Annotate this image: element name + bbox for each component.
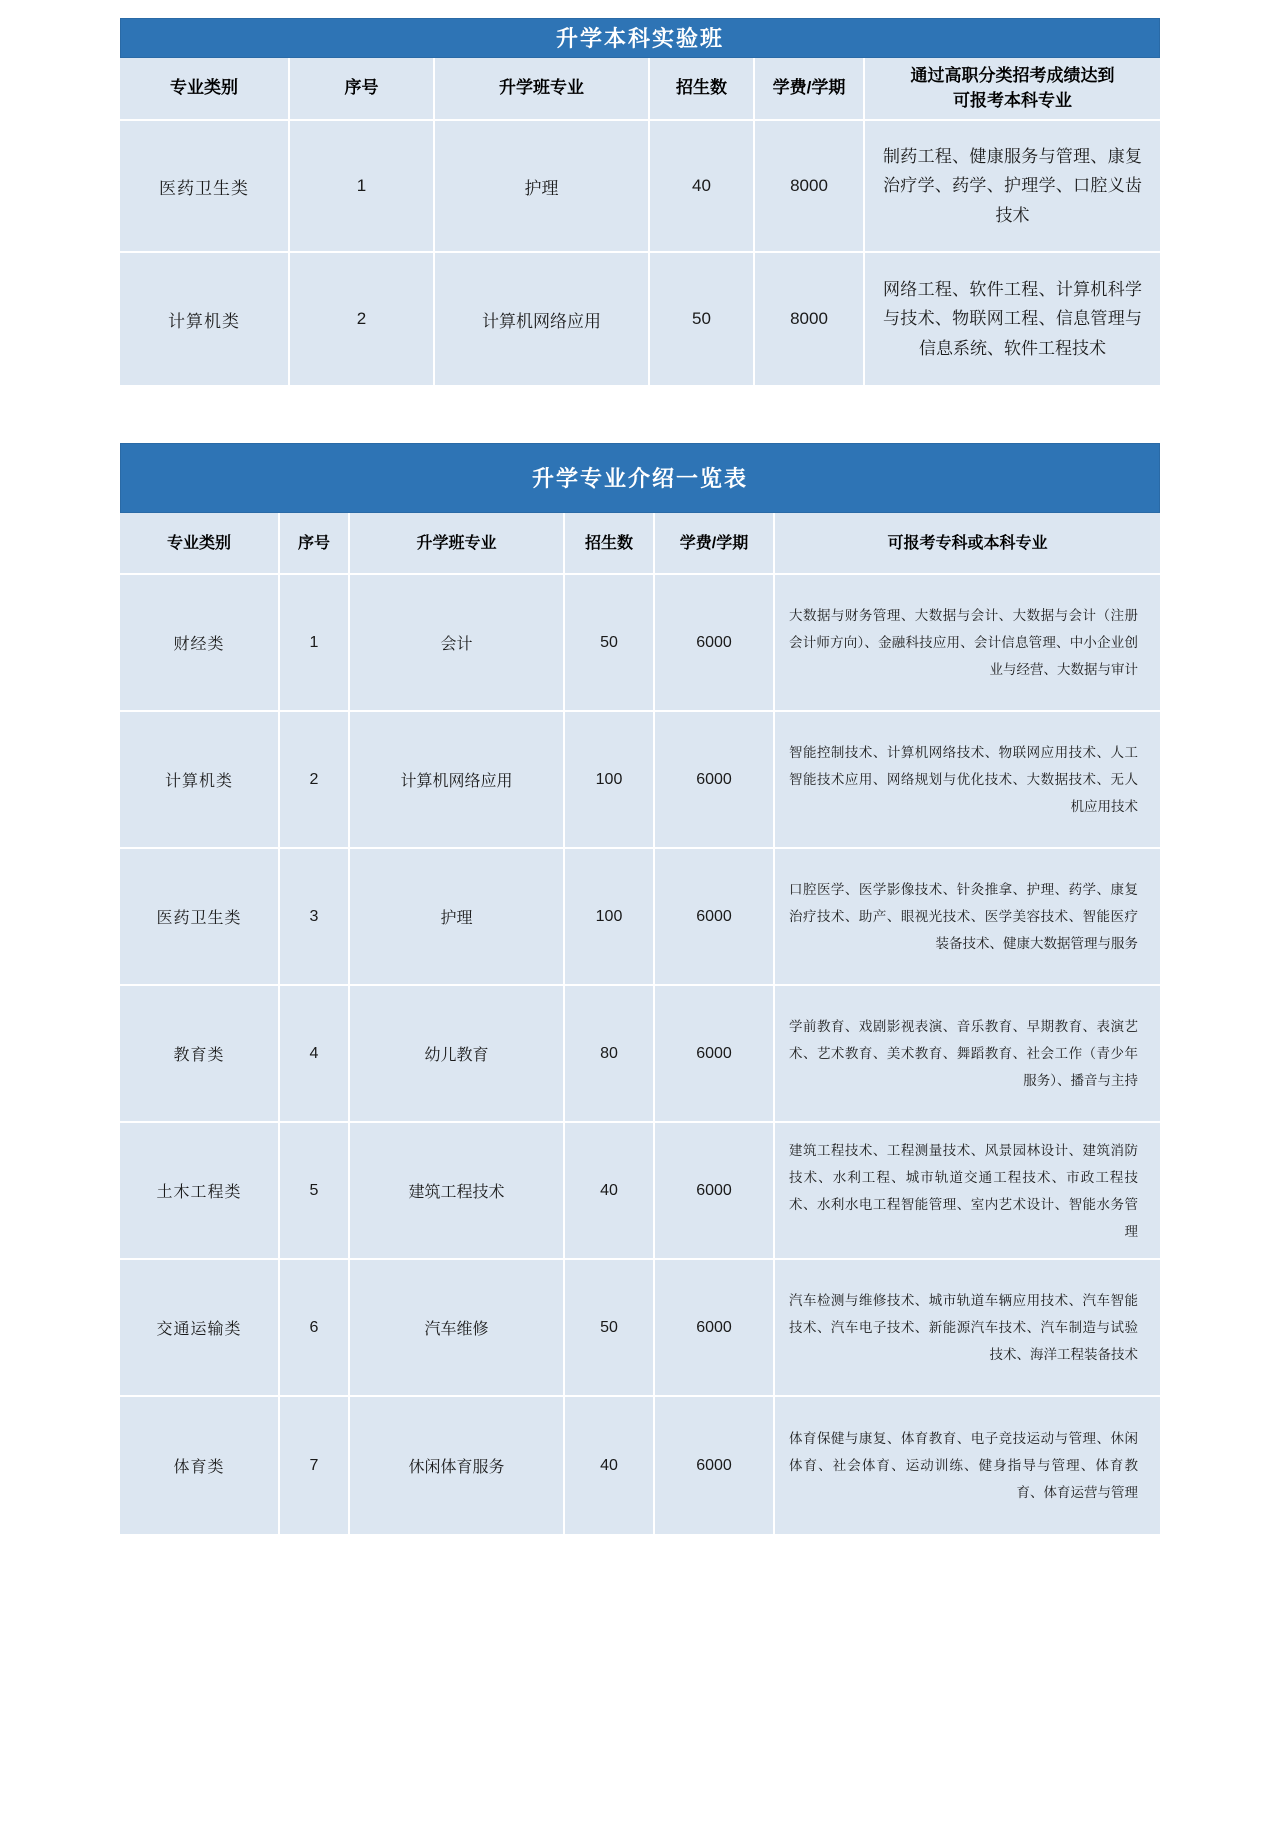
table-row (120, 712, 1160, 849)
table-row (120, 121, 1160, 253)
table1 (120, 58, 1160, 385)
cell-tuition: 6000 (655, 1123, 775, 1260)
cell-tuition: 8000 (755, 253, 865, 385)
cell-category: 土木工程类 (120, 1123, 280, 1260)
cell-no: 2 (280, 712, 350, 849)
table-row (120, 986, 1160, 1123)
cell-major: 汽车维修 (350, 1260, 565, 1397)
cell-category: 计算机类 (120, 253, 290, 385)
cell-quota: 40 (565, 1123, 655, 1260)
table-row (120, 1397, 1160, 1534)
cell-category: 医药卫生类 (120, 849, 280, 986)
table2 (120, 513, 1160, 1534)
table1-col-quota: 招生数 (650, 58, 755, 121)
cell-no: 3 (280, 849, 350, 986)
cell-quota: 40 (650, 121, 755, 253)
cell-no: 5 (280, 1123, 350, 1260)
cell-category: 体育类 (120, 1397, 280, 1534)
table-row (120, 849, 1160, 986)
cell-tuition: 8000 (755, 121, 865, 253)
bottom-spacer (0, 1534, 1280, 1548)
cell-no: 2 (290, 253, 435, 385)
cell-category: 交通运输类 (120, 1260, 280, 1397)
cell-quota: 50 (565, 575, 655, 712)
cell-quota: 50 (565, 1260, 655, 1397)
table-row (120, 1260, 1160, 1397)
cell-tuition: 6000 (655, 575, 775, 712)
table1-col-tuition: 学费/学期 (755, 58, 865, 121)
cell-quota: 50 (650, 253, 755, 385)
table-row (120, 253, 1160, 385)
cell-eligible-majors: 口腔医学、医学影像技术、针灸推拿、护理、药学、康复治疗技术、助产、眼视光技术、医学美容技术、智能医疗装备技术、健康大数据管理与服务 (775, 849, 1160, 986)
cell-category: 财经类 (120, 575, 280, 712)
table-block-undergraduate-experimental-class (120, 0, 1160, 385)
cell-quota: 40 (565, 1397, 655, 1534)
table1-col-eligible-majors (865, 58, 1160, 121)
cell-eligible-majors: 汽车检测与维修技术、城市轨道车辆应用技术、汽车智能技术、汽车电子技术、新能源汽车技术、汽车制造与试验技术、海洋工程装备技术 (775, 1260, 1160, 1397)
cell-quota: 80 (565, 986, 655, 1123)
cell-no: 1 (280, 575, 350, 712)
table-row (120, 1123, 1160, 1260)
table2-col-category: 专业类别 (120, 513, 280, 575)
table-block-major-introduction-list (120, 385, 1160, 1534)
table2-title: 升学专业介绍一览表 (120, 443, 1160, 513)
cell-no: 1 (290, 121, 435, 253)
cell-eligible-majors: 制药工程、健康服务与管理、康复治疗学、药学、护理学、口腔义齿技术 (865, 121, 1160, 253)
cell-major: 护理 (435, 121, 650, 253)
cell-tuition: 6000 (655, 1397, 775, 1534)
cell-major: 护理 (350, 849, 565, 986)
table1-header-row (120, 58, 1160, 121)
cell-category: 医药卫生类 (120, 121, 290, 253)
cell-eligible-majors: 智能控制技术、计算机网络技术、物联网应用技术、人工智能技术应用、网络规划与优化技术、大数据技术、无人机应用技术 (775, 712, 1160, 849)
cell-no: 4 (280, 986, 350, 1123)
cell-quota: 100 (565, 849, 655, 986)
cell-no: 7 (280, 1397, 350, 1534)
cell-eligible-majors: 大数据与财务管理、大数据与会计、大数据与会计（注册会计师方向）、金融科技应用、会计信息管理、中小企业创业与经营、大数据与审计 (775, 575, 1160, 712)
table2-header-row (120, 513, 1160, 575)
table1-title: 升学本科实验班 (120, 18, 1160, 58)
cell-category: 教育类 (120, 986, 280, 1123)
cell-tuition: 6000 (655, 986, 775, 1123)
cell-category: 计算机类 (120, 712, 280, 849)
table1-col-category: 专业类别 (120, 58, 290, 121)
cell-tuition: 6000 (655, 712, 775, 849)
cell-tuition: 6000 (655, 849, 775, 986)
table2-col-no: 序号 (280, 513, 350, 575)
cell-quota: 100 (565, 712, 655, 849)
cell-major: 休闲体育服务 (350, 1397, 565, 1534)
table1-col-eligible-majors-line2: 可报考本科专业 (953, 90, 1072, 110)
cell-tuition: 6000 (655, 1260, 775, 1397)
table-row (120, 575, 1160, 712)
table2-col-quota: 招生数 (565, 513, 655, 575)
cell-no: 6 (280, 1260, 350, 1397)
table2-col-major: 升学班专业 (350, 513, 565, 575)
cell-major: 会计 (350, 575, 565, 712)
table2-body (120, 575, 1160, 1534)
table1-col-major: 升学班专业 (435, 58, 650, 121)
table1-col-no: 序号 (290, 58, 435, 121)
cell-eligible-majors: 体育保健与康复、体育教育、电子竞技运动与管理、休闲体育、社会体育、运动训练、健身指导与管理、体育教育、体育运营与管理 (775, 1397, 1160, 1534)
cell-eligible-majors: 网络工程、软件工程、计算机科学与技术、物联网工程、信息管理与信息系统、软件工程技术 (865, 253, 1160, 385)
cell-major: 建筑工程技术 (350, 1123, 565, 1260)
cell-major: 计算机网络应用 (350, 712, 565, 849)
cell-major: 计算机网络应用 (435, 253, 650, 385)
table2-col-eligible-majors: 可报考专科或本科专业 (775, 513, 1160, 575)
cell-eligible-majors: 学前教育、戏剧影视表演、音乐教育、早期教育、表演艺术、艺术教育、美术教育、舞蹈教育、社会工作（青少年服务）、播音与主持 (775, 986, 1160, 1123)
table1-body (120, 121, 1160, 385)
cell-eligible-majors: 建筑工程技术、工程测量技术、风景园林设计、建筑消防技术、水利工程、城市轨道交通工程技术、市政工程技术、水利水电工程智能管理、室内艺术设计、智能水务管理 (775, 1123, 1160, 1260)
table1-col-eligible-majors-line1: 通过高职分类招考成绩达到 (910, 66, 1115, 85)
cell-major: 幼儿教育 (350, 986, 565, 1123)
table2-col-tuition: 学费/学期 (655, 513, 775, 575)
